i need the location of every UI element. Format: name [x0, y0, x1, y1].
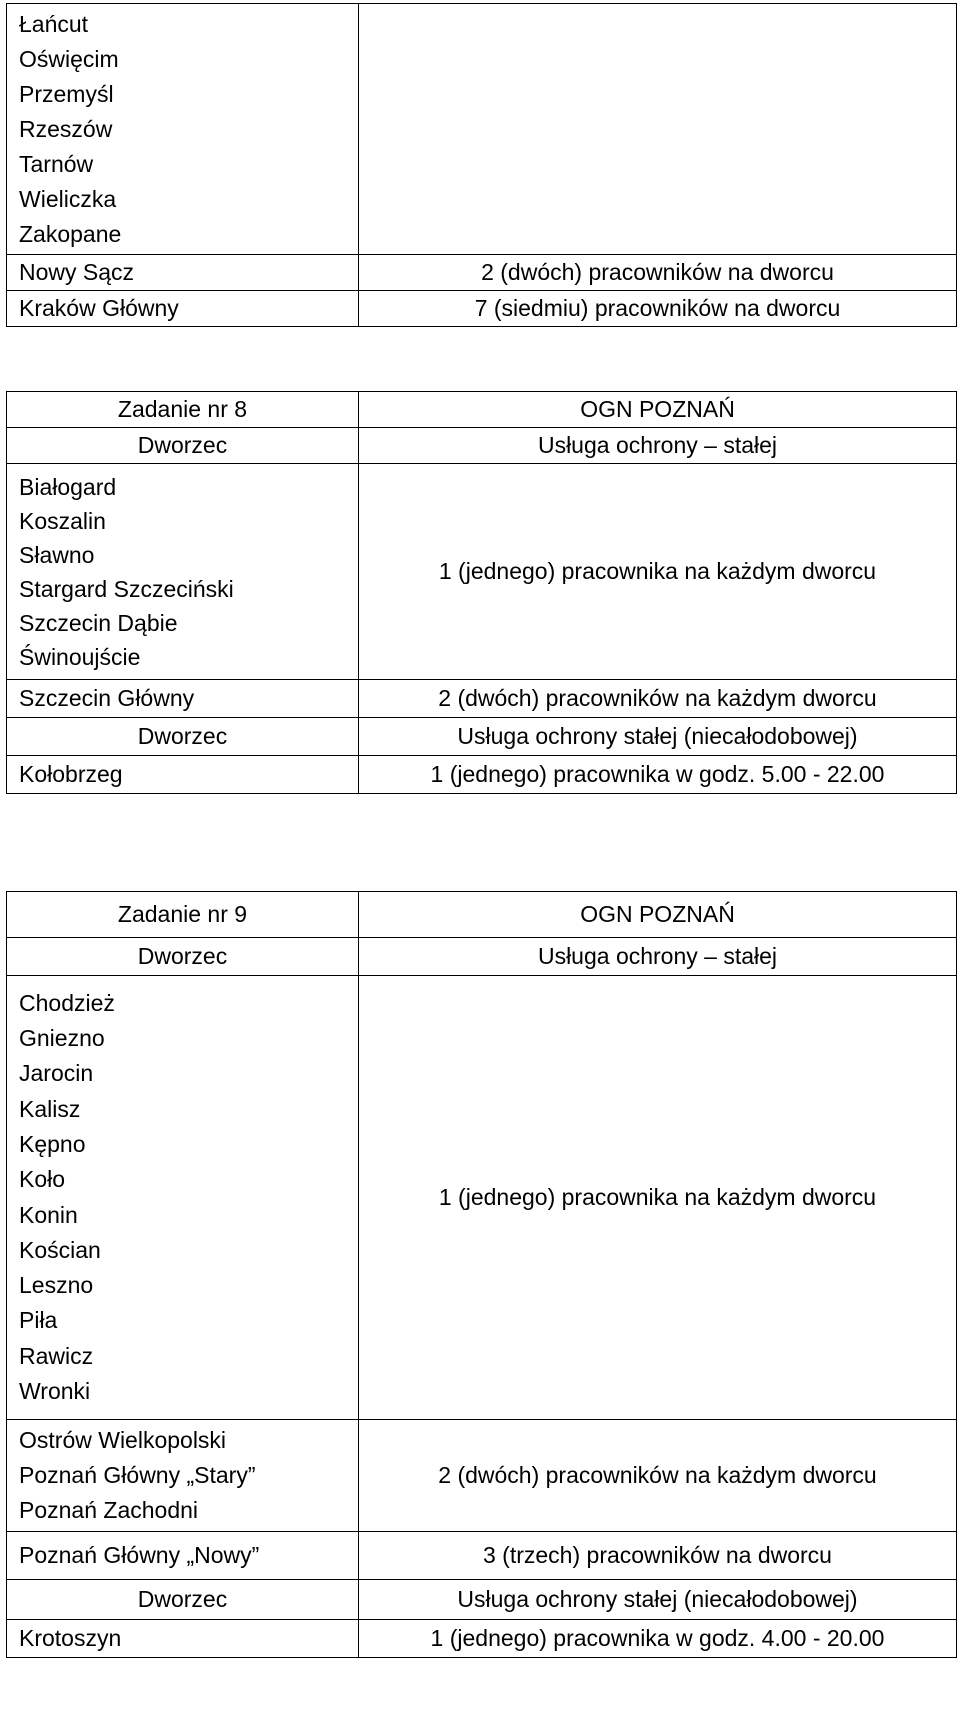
table-row	[7, 756, 957, 794]
station-name: Poznań Główny „Nowy”	[7, 1532, 359, 1580]
station-name: Szczecin Główny	[7, 680, 359, 718]
table-top	[6, 3, 957, 327]
table-row	[7, 976, 957, 1420]
table-row	[7, 938, 957, 976]
station-list: Ostrów Wielkopolski Poznań Główny „Stary” Poznań Zachodni	[7, 1420, 359, 1532]
task-title: Zadanie nr 9	[7, 892, 359, 938]
service-type: Usługa ochrony stałej (niecałodobowej)	[359, 718, 957, 756]
table-row	[7, 892, 957, 938]
table-row	[7, 1580, 957, 1620]
table-row	[7, 464, 957, 680]
station-name: Krotoszyn	[7, 1620, 359, 1658]
station-name: Kraków Główny	[7, 291, 359, 327]
station-header: Dworzec	[7, 718, 359, 756]
station-header: Dworzec	[7, 1580, 359, 1620]
station-name: Nowy Sącz	[7, 255, 359, 291]
unit-name: OGN POZNAŃ	[359, 892, 957, 938]
table-row	[7, 1620, 957, 1658]
staff-hours: 1 (jednego) pracownika w godz. 5.00 - 22.00	[359, 756, 957, 794]
station-header: Dworzec	[7, 938, 359, 976]
table-row	[7, 718, 957, 756]
table-row	[7, 1420, 957, 1532]
table-task-8	[6, 391, 957, 794]
staff-count: 2 (dwóch) pracowników na każdym dworcu	[359, 680, 957, 718]
table-row	[7, 1532, 957, 1580]
station-list: Łańcut Oświęcim Przemyśl Rzeszów Tarnów Wieliczka Zakopane	[7, 4, 359, 255]
unit-name: OGN POZNAŃ	[359, 392, 957, 428]
task-title: Zadanie nr 8	[7, 392, 359, 428]
service-type: Usługa ochrony stałej (niecałodobowej)	[359, 1580, 957, 1620]
staff-hours: 1 (jednego) pracownika w godz. 4.00 - 20.00	[359, 1620, 957, 1658]
station-list: Chodzież Gniezno Jarocin Kalisz Kępno Koło Konin Kościan Leszno Piła Rawicz Wronki	[7, 976, 359, 1420]
table-row	[7, 255, 957, 291]
table-row	[7, 392, 957, 428]
table-row	[7, 4, 957, 255]
table-row	[7, 291, 957, 327]
staff-count: 1 (jednego) pracownika na każdym dworcu	[359, 976, 957, 1420]
staff-empty	[359, 4, 957, 255]
service-type: Usługa ochrony – stałej	[359, 938, 957, 976]
station-header: Dworzec	[7, 428, 359, 464]
table-row	[7, 680, 957, 718]
table-task-9	[6, 891, 957, 1658]
staff-count: 7 (siedmiu) pracowników na dworcu	[359, 291, 957, 327]
station-list: Białogard Koszalin Sławno Stargard Szczeciński Szczecin Dąbie Świnoujście	[7, 464, 359, 680]
table-row	[7, 428, 957, 464]
staff-count: 3 (trzech) pracowników na dworcu	[359, 1532, 957, 1580]
service-type: Usługa ochrony – stałej	[359, 428, 957, 464]
staff-count: 2 (dwóch) pracowników na dworcu	[359, 255, 957, 291]
station-name: Kołobrzeg	[7, 756, 359, 794]
staff-count: 1 (jednego) pracownika na każdym dworcu	[359, 464, 957, 680]
staff-count: 2 (dwóch) pracowników na każdym dworcu	[359, 1420, 957, 1532]
